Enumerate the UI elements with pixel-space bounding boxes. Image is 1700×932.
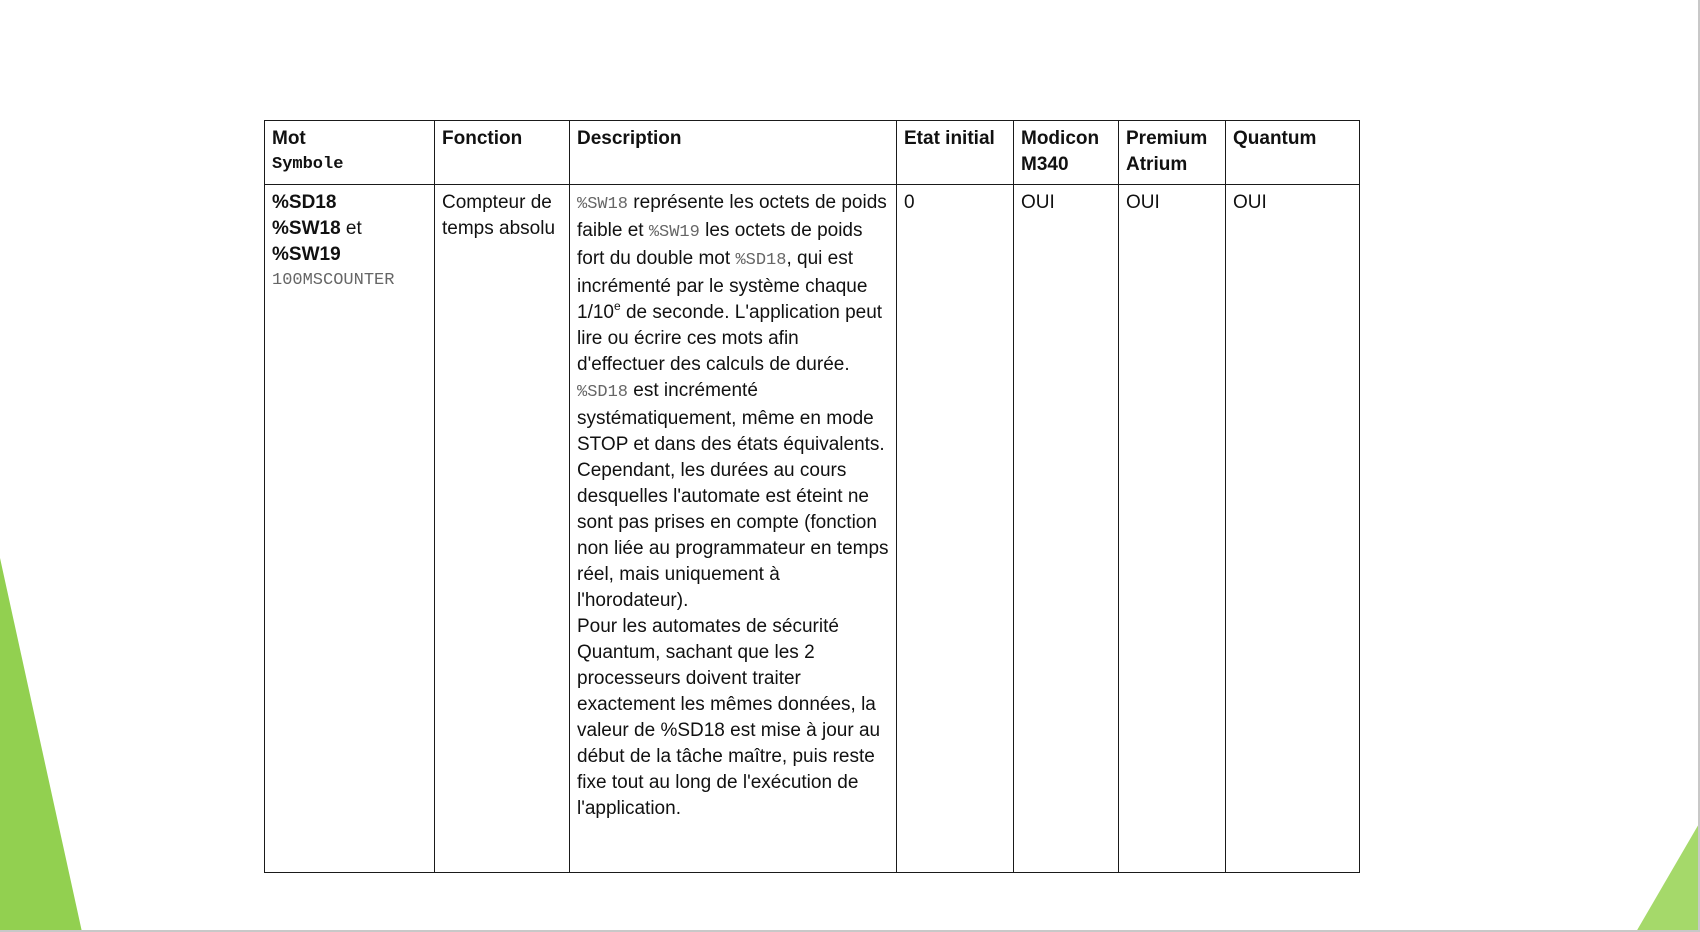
- cell-fonction: Compteur de temps absolu: [435, 185, 570, 873]
- description-paragraph-1: [577, 190, 889, 378]
- cell-quantum: OUI: [1226, 185, 1360, 873]
- left-green-triangle: [0, 558, 82, 932]
- cell-premium: OUI: [1119, 185, 1226, 873]
- header-etat-initial: Etat initial: [897, 121, 1014, 185]
- table-header-row: [265, 121, 1360, 185]
- header-premium: [1119, 121, 1226, 185]
- mot-sw19: %SW19: [272, 244, 341, 265]
- mot-sw18-suffix: et: [340, 218, 362, 239]
- desc-code-sw18: %SW18: [577, 195, 629, 214]
- desc-text-3: , qui est incrémenté par le système chaque 1/10: [577, 248, 868, 323]
- description-paragraph-2: [577, 378, 889, 614]
- cell-description: [570, 185, 897, 873]
- desc-text-4: de seconde. L'application peut lire ou écrire ces mots afin d'effectuer des calculs de durée.: [577, 302, 883, 375]
- system-words-table: [264, 120, 1360, 873]
- desc-superscript: e: [613, 299, 621, 313]
- header-mot-label: Mot: [272, 128, 306, 149]
- header-quantum: Quantum: [1226, 121, 1360, 185]
- header-symbole-label: Symbole: [272, 155, 344, 174]
- header-modicon: [1014, 121, 1119, 185]
- mot-sw18-line: [272, 216, 427, 242]
- symbole-value: 100MSCOUNTER: [272, 271, 395, 290]
- header-premium-line2: Atrium: [1126, 154, 1188, 175]
- header-description: Description: [570, 121, 897, 185]
- description-paragraph-3: Pour les automates de sécurité Quantum, sachant que les 2 processeurs doivent traiter exactement les mêmes données, la valeur de %SD18 est mise à jour au début de la tâche maître, puis reste fixe tout au long de l'exécution de l'application.: [577, 616, 881, 819]
- mot-sd18: %SD18: [272, 192, 337, 213]
- desc-text-1: représente les octets de poids faible et: [577, 192, 887, 241]
- header-modicon-line1: Modicon: [1021, 128, 1100, 149]
- header-fonction: Fonction: [435, 121, 570, 185]
- desc-code-sd18: %SD18: [735, 251, 787, 270]
- cell-mot: [265, 185, 435, 873]
- cell-etat-initial: 0: [897, 185, 1014, 873]
- header-modicon-line2: M340: [1021, 154, 1069, 175]
- header-premium-line1: Premium: [1126, 128, 1208, 149]
- desc-code-sw19: %SW19: [648, 223, 700, 242]
- table-row: [265, 185, 1360, 873]
- desc-text-2: les octets de poids fort du double mot: [577, 220, 863, 269]
- right-green-triangle: [1636, 822, 1700, 932]
- desc-text-5: est incrémenté systématiquement, même en mode STOP et dans des états équivalents. Cependant, les durées au cours desquelles l'automate est éteint ne sont pas prises en compte (fonction non liée au programmateur en temps réel, mais uniquement à l'horodateur).: [577, 380, 889, 611]
- mot-sw18: %SW18: [272, 218, 341, 239]
- cell-modicon: OUI: [1014, 185, 1119, 873]
- desc-code-sd18-2: %SD18: [577, 383, 629, 402]
- header-mot: [265, 121, 435, 185]
